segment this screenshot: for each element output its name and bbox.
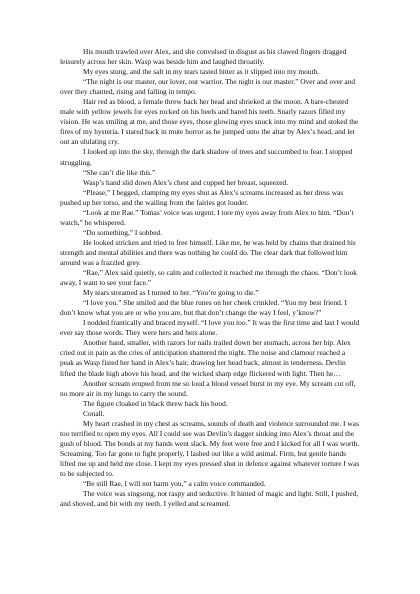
paragraph: I nodded frantically and braced myself. “I love you too.” It was the first time and last I would ever say those words. They were hers and hers alone. bbox=[60, 318, 360, 338]
paragraph: “She can’t die like this.” bbox=[83, 167, 156, 177]
paragraph: He looked stricken and tried to free himself. Like me, he was held by chains that drained his strength and mental abilities and there was nothing he could do. The clear dark that followed him around was a frazzled grey. bbox=[60, 237, 356, 267]
paragraph: “I love you.” She smiled and the blue runes on her cheek crinkled. “You my best friend. I don’t know what you are or who you are, but that don’t change the way I feel, y’know?” bbox=[60, 298, 348, 318]
paragraph: My eyes stung, and the salt in my tears tasted bitter as it slipped into my mouth. bbox=[83, 67, 320, 77]
paragraph: “The night is our master, our lover, our warrior. The night is our master.” Over and over and over they chanted, rising and falling in tempo. bbox=[60, 77, 356, 97]
paragraph: Another hand, smaller, with razors for nails trailed down her stomach, across her hip. Alex cried out in pain as the cries of anticipation shattered the night. The noise and clamour reached a peak as Wasp fisted her hand in Alex’s hair, drawing her head back, almost in tenderness. Devlin lifted the blade high above his head, and the wicked sharp edge flickered with light. Then he… bbox=[60, 338, 351, 378]
paragraph: His mouth trawled over Alex, and she convulsed in disgust as his clawed fingers dragged leisurely across her skin. Wasp was beside him and laughed throatily. bbox=[60, 47, 347, 67]
paragraph: “Look at me Rae.” Tomas’ voice was urgent. I tore my eyes away from Alex to him. “Don’t watch,” he whispered. bbox=[60, 207, 354, 227]
paragraph: The voice was singsong, not raspy and seductive. It hinted of magic and light. Still, I pushed, and shoved, and bit with my teeth. I yelled and screamed. bbox=[60, 489, 359, 509]
paragraph: Conall. bbox=[83, 408, 105, 418]
paragraph: The figure cloaked in black threw back his hood. bbox=[83, 398, 228, 408]
paragraph: “Be still Rae, I will not harm you,” a calm voice commanded. bbox=[83, 479, 266, 489]
paragraph: My heart crashed in my chest as screams, sounds of death and violence surrounded me. I was too terrified to open my eyes. All I could see was Devlin’s dagger sinking into Alex’s throat and the gush of blood. The bonds at my hands went slack. My feet were free and I kicked for all I was worth. Screaming. Too far gone to fight properly, I lashed out like a wild animal. Firm, but gentle hands lifted me up and held me close. I kept my eyes pressed shut in defence against whatever torture I was to be subjected to. bbox=[60, 418, 360, 478]
paragraph: Another scream erupted from me so loud a blood vessel burst in my eye. My scream cut off, no more air in my lungs to carry the sound. bbox=[60, 378, 356, 398]
paragraph: I looked up into the sky, through the dark shadow of trees and succumbed to fear. I stopped struggling. bbox=[60, 147, 353, 167]
paragraph: “Rae,” Alex said quietly, so calm and collected it reached me through the chaos. “Don’t look away, I want to see your face.” bbox=[60, 268, 357, 288]
paragraph: “Do something,” I sobbed. bbox=[83, 227, 163, 237]
paragraph: My tears streamed as I turned to her. “You’re going to die.” bbox=[83, 288, 259, 298]
body-text bbox=[60, 47, 360, 509]
paragraph: “Please,” I begged, clamping my eyes shut as Alex’s screams increased as her dress was pushed up her torso, and the wailing from the fairies got louder. bbox=[60, 187, 344, 207]
paragraph: Wasp’s hand slid down Alex’s chest and cupped her breast, squeezed. bbox=[83, 177, 289, 187]
paragraph: Hair red as blood, a female threw back her head and shrieked at the moon. A bare-chested male with yellow jewels for eyes rocked on his heels and bared his teeth. Snarly razors filled my vision. He was smiling at me, and those eyes, those glowing eyes snuck into my mind and stoked the fires of my hysteria. I stared back in mute horror as he jumped onto the altar by Alex’s head, and let out an ululating cry. bbox=[60, 97, 359, 147]
